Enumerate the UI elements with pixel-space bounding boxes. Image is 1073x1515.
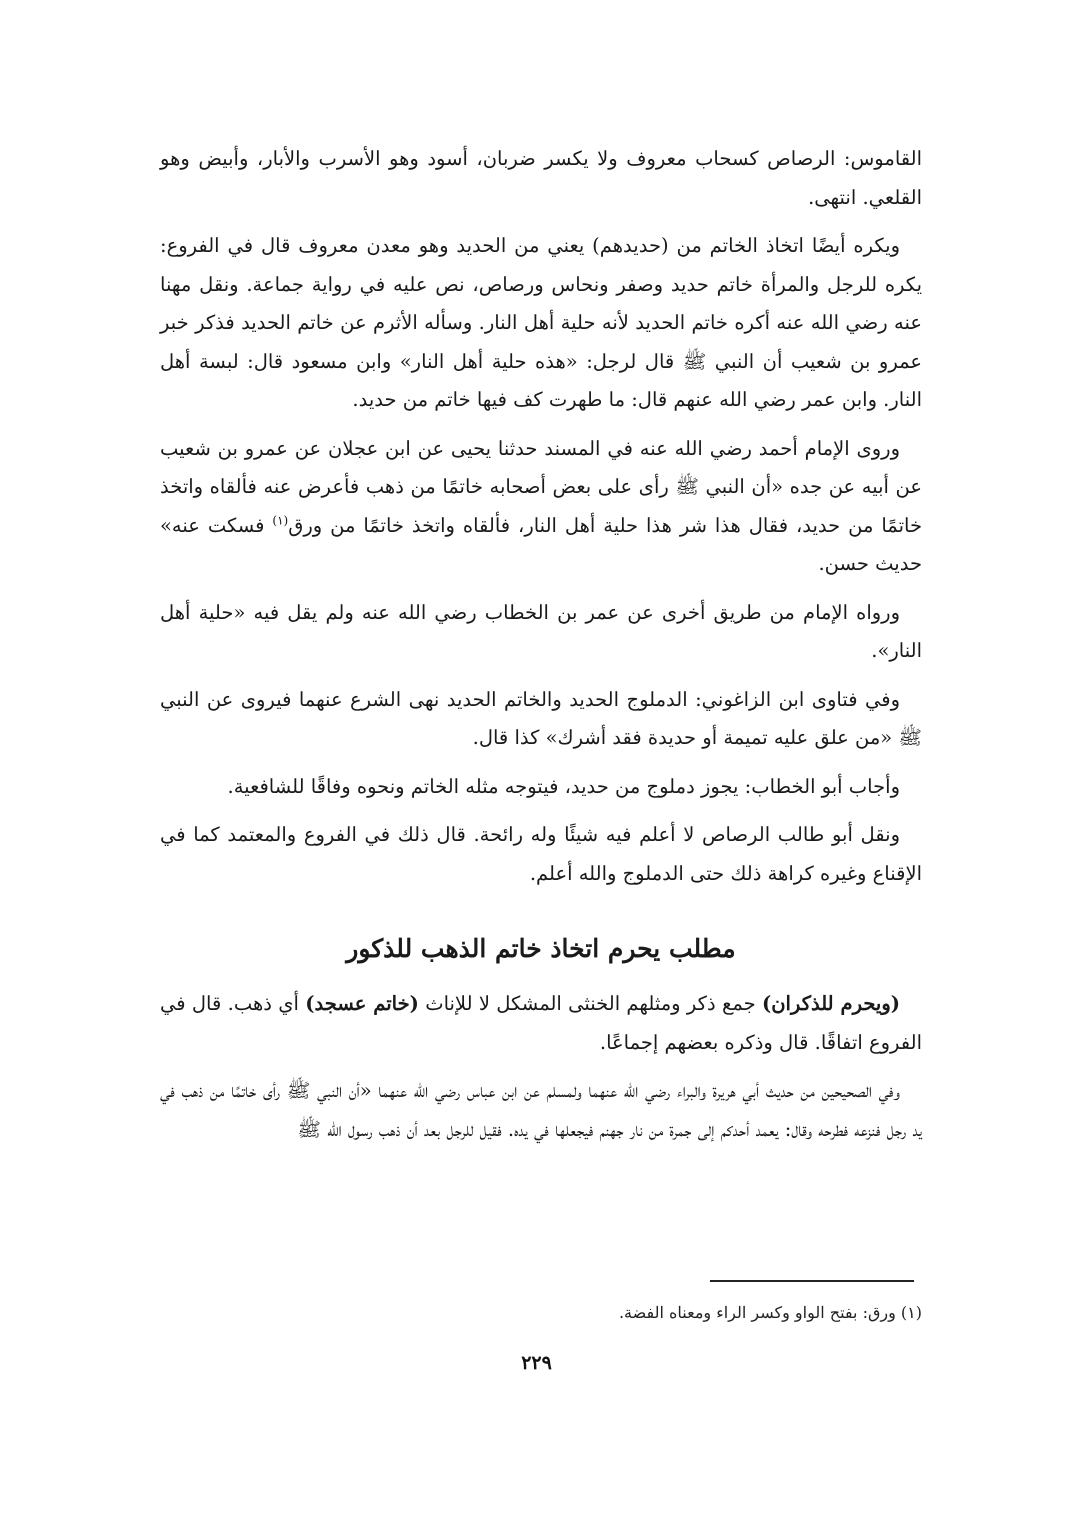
paragraph-2: ويكره أيضًا اتخاذ الخاتم من (حديدهم) يعني من الحديد وهو معدن معروف قال في الفروع: يكره للرجل والمرأة خاتم حديد وصفر ونحاس ورصاص، نص عليه في رواية جماعة. ونقل مهنا عنه رضي الله عنه أكره خاتم الحديد لأنه حلية أهل النار. وسأله الأثرم عن خاتم الحديد فذكر خبر عمرو بن شعيب أن النبي ﷺ قال لرجل: «هذه حلية أهل النار» وابن مسعود قال: لبسة أهل النار. وابن عمر رضي الله عنهم قال: ما طهرت كف فيها خاتم من حديد. bbox=[160, 234, 922, 411]
paragraph-7: ونقل أبو طالب الرصاص لا أعلم فيه شيئًا وله رائحة. قال ذلك في الفروع والمعتمد كما في الإقناع وغيره كراهة ذلك حتى الدملوج والله أعلم. bbox=[160, 823, 922, 885]
paragraph-6: وأجاب أبو الخطاب: يجوز دملوج من حديد، فيتوجه مثله الخاتم ونحوه وفاقًا للشافعية. bbox=[227, 774, 900, 798]
page-body bbox=[160, 140, 922, 1159]
paragraph-3-text: وروى الإمام أحمد رضي الله عنه في المسند حدثنا يحيى عن ابن عجلان عن عمرو بن شعيب عن أبيه عن جده «أن النبي ﷺ رأى على بعض أصحابه خاتمًا من ذهب فأعرض عنه فألقاه واتخذ خاتمًا من حديد، فقال هذا شر هذا حلية أهل النار، فألقاه واتخذ خاتمًا من ورق bbox=[160, 436, 922, 537]
page-number: ٢٢٩ bbox=[521, 1352, 552, 1374]
paragraph-9: وفي الصحيحين من حديث أبي هريرة والبراء رضي الله عنهما ولمسلم عن ابن عباس رضي الله عنهما «أن النبي ﷺ رأى خاتمًا من ذهب في يد رجل فنزعه فطرحه وقال: يعمد أحدكم إلى جمرة من نار جهنم فيجعلها في يده. فقيل للرجل بعد أن ذهب رسول الله ﷺ bbox=[160, 1079, 922, 1141]
paragraph-4: ورواه الإمام من طريق أخرى عن عمر بن الخطاب رضي الله عنه ولم يقل فيه «حلية أهل النار». bbox=[160, 600, 922, 662]
footnote-ref[interactable]: (١) bbox=[272, 513, 289, 527]
paragraph-8 bbox=[160, 985, 922, 1062]
bold-term-1: (ويحرم للذكران) bbox=[761, 992, 901, 1015]
section-heading: مطلب يحرم اتخاذ خاتم الذهب للذكور bbox=[346, 934, 736, 963]
footnote-divider bbox=[710, 1280, 914, 1282]
paragraph-1: القاموس: الرصاص كسحاب معروف ولا يكسر ضربان، أسود وهو الأسرب والأبار، وأبيض وهو القلعي. انتهى. bbox=[160, 147, 922, 209]
paragraph-8-mid: جمع ذكر ومثلهم الخنثى المشكل لا للإناث bbox=[418, 992, 762, 1015]
footnote: (١) ورق: بفتح الواو وكسر الراء ومعناه الفضة. bbox=[618, 1303, 922, 1322]
paragraph-3-tail: فسكت عنه» حديث حسن. bbox=[160, 513, 922, 575]
paragraph-8-end: أي ذهب. قال في الفروع اتفاقًا. قال وذكره بعضهم إجماعًا. bbox=[160, 992, 922, 1054]
paragraph-3 bbox=[160, 430, 922, 584]
bold-term-2: (خاتم عسجد) bbox=[305, 992, 419, 1015]
paragraph-5: وفي فتاوى ابن الزاغوني: الدملوج الحديد والخاتم الحديد نهى الشرع عنهما فيروى عن النبي ﷺ «من علق عليه تميمة أو حديدة فقد أشرك» كذا قال. bbox=[160, 687, 922, 749]
